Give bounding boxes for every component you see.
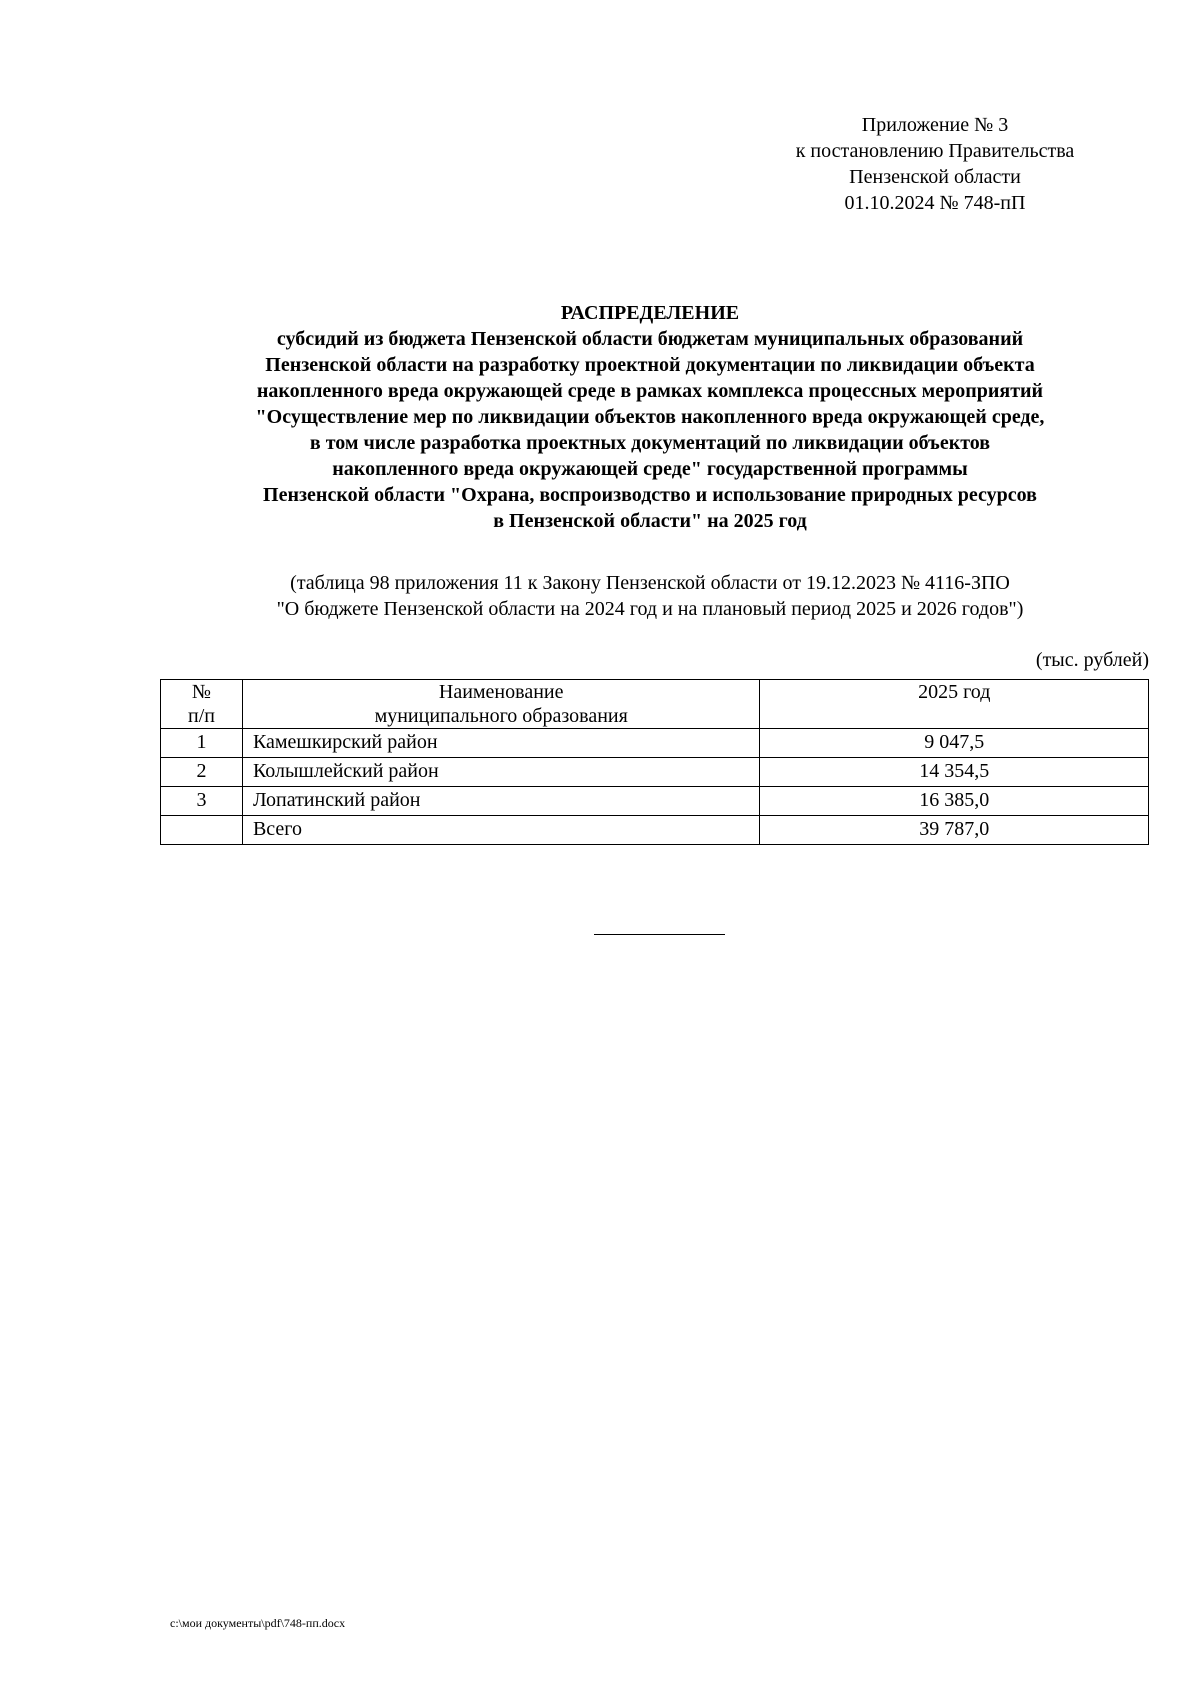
row-number: 3 [161,787,243,816]
header-name-line2: муниципального образования [374,705,628,727]
row-name: Лопатинский район [242,787,760,816]
annex-region: Пензенской области [849,166,1021,188]
header-name [242,680,760,729]
source-line: (таблица 98 приложения 11 к Закону Пензенской области от 19.12.2023 № 4116-ЗПО [290,572,1010,594]
row-value: 16 385,0 [760,787,1149,816]
title-line: в том числе разработка проектных документаций по ликвидации объектов [309,432,991,454]
annex-date: 01.10.2024 № 748-пП [844,192,1026,214]
header-name-line1: Наименование [438,681,564,703]
table-header-row [161,680,1149,729]
title-line: в Пензенской области" на 2025 год [493,510,807,532]
title-line: накопленного вреда окружающей среде" государственной программы [332,458,968,480]
title-line: накопленного вреда окружающей среде в рамках комплекса процессных мероприятий [256,380,1044,402]
source-line: "О бюджете Пензенской области на 2024 год и на плановый период 2025 и 2026 годов") [276,598,1024,620]
table-row [161,729,1149,758]
distribution-table [160,679,1149,845]
row-value: 39 787,0 [760,816,1149,845]
footer-file-path: c:\мои документы\pdf\748-пп.docx [170,1616,346,1630]
title-line: субсидий из бюджета Пензенской области бюджетам муниципальных образований [276,328,1024,350]
document-title [150,300,1150,534]
title-heading: РАСПРЕДЕЛЕНИЕ [560,302,740,324]
row-name: Всего [242,816,760,845]
header-year: 2025 год [760,680,1149,729]
source-reference [150,570,1150,622]
row-number: 2 [161,758,243,787]
row-name: Камешкирский район [242,729,760,758]
annex-block [755,112,1115,216]
units-label: (тыс. рублей) [1035,649,1149,671]
row-value: 14 354,5 [760,758,1149,787]
header-number [161,680,243,729]
row-number: 1 [161,729,243,758]
header-number-line2: п/п [187,705,215,727]
annex-number: Приложение № 3 [861,114,1009,136]
row-value: 9 047,5 [760,729,1149,758]
table-total-row [161,816,1149,845]
header-number-line1: № [191,681,212,703]
title-line: Пензенской области "Охрана, воспроизводство и использование природных ресурсов [263,484,1037,506]
end-divider [594,934,725,935]
table-row [161,758,1149,787]
annex-resolution: к постановлению Правительства [795,140,1075,162]
title-line: Пензенской области на разработку проектной документации по ликвидации объекта [265,354,1035,376]
row-name: Колышлейский район [242,758,760,787]
title-line: "Осуществление мер по ликвидации объектов накопленного вреда окружающей среде, [255,406,1045,428]
table-row [161,787,1149,816]
row-number [161,816,243,845]
